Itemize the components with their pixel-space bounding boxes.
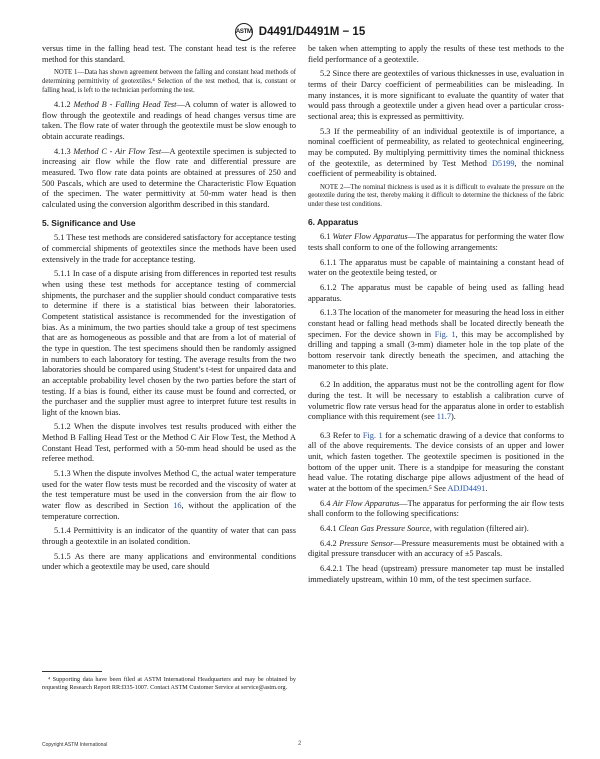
footnote-4: ⁴ Supporting data have been filed at ASTM International Headquarters and may be obtained by requesting Research Report RR:D35-1007. Contact ASTM Customer Service at service@astm.org. [42, 676, 296, 691]
paragraph-6-1-3: 6.1.3 The location of the manometer for measuring the head loss in either constant head or falling head methods shall be located directly beneath the specimen. For the device shown in Fig. 1, this may be accomplished by drilling and tapping a small (3-mm) diameter hole in the top plate of the bottom reservoir tank directly beneath the specimen, and attaching the manometer to this plate. [308, 308, 564, 371]
footnote-divider [42, 671, 102, 672]
note-2: NOTE 2—The nominal thickness is used as it is difficult to evaluate the pressure on the geotextile during the test, thereby making it difficult to determine the thickness of the fabric under these test conditions. [308, 183, 564, 209]
paragraph-6-4-2: 6.4.2 Pressure Sensor—Pressure measurements must be obtained with a digital pressure transducer with an accuracy of ±5 Pascals. [308, 538, 564, 559]
document-id: D4491/D4491M − 15 [258, 26, 366, 38]
paragraph-6-4-1: 6.4.1 Clean Gas Pressure Source, with regulation (filtered air). [320, 524, 529, 534]
section-16-link[interactable]: 16 [173, 501, 182, 511]
section-heading-5: 5. Significance and Use [42, 217, 136, 228]
paragraph-5-1: 5.1 These test methods are considered satisfactory for acceptance testing of commercial shipments of geotextiles since the methods have been used extensively in the trade for acceptance testing. [42, 233, 296, 264]
page-header [0, 22, 600, 42]
paragraph-6-1-2: 6.1.2 The apparatus must be capable of being used as falling head apparatus. [308, 282, 564, 303]
paragraph-5-2: 5.2 Since there are geotextiles of various thicknesses in use, evaluation in terms of their Darcy coefficient of permeabilities can be misleading. In many instances, it is more significant to evaluate the quantity of water that would pass through a geotextile under a given head over a particular cross-sectional area; this is expressed as permittivity. [308, 69, 564, 121]
left-column [42, 44, 296, 577]
paragraph-6-4: 6.4 Air Flow Apparatus—The apparatus for performing the air flow tests shall conform to the following specifications: [308, 498, 564, 519]
paragraph-6-1: 6.1 Water Flow Apparatus—The apparatus for performing the water flow tests shall conform to one of the following arrangements: [308, 232, 564, 252]
section-heading-6: 6. Apparatus [308, 216, 359, 227]
paragraph-5-1-1: 5.1.1 In case of a dispute arising from differences in reported test results when using these test methods for acceptance testing of commercial shipments, the purchaser and the supplier should conduct comparative tests to determine if there is a statistical bias between their laboratories. Competent statistical assistance is recommended for the investigation of bias. As a minimum, the two parties should take a group of test specimens that are as homogeneous as possible and that are from a lot of material of the type in question. The test specimens should then be randomly assigned in numbers to each laboratory for testing. The average results from the two laboratories should be compared using Student’s t-test for unpaired data and an acceptable probability level chosen by the two parties before the start of testing. If a bias is found, either its cause must be found and corrected, or the purchaser and the supplier must agree to interpret future test results in light of the known bias. [42, 269, 296, 417]
paragraph: be taken when attempting to apply the results of these test methods to the field performance of a geotextile. [308, 44, 564, 64]
paragraph-6-2: 6.2 In addition, the apparatus must not be the controlling agent for flow during the test. It will be necessary to establish a calibration curve of volumetric flow rate versus head for the apparatus alone in order to establish compliance with this requirement (see 11.7). [308, 380, 564, 422]
paragraph-4-1-3: 4.1.3 Method C - Air Flow Test—A geotextile specimen is subjected to increasing air flow while the flow rate and differential pressure are measured. Two flow rate data points are obtained at pressures of 250 and 500 Pascals, which are used to determine the Characteristic Flow Equation of the specimen. The water permittivity at 50-mm water head is then calculated using the conversion algorithm described in this standard. [42, 146, 296, 209]
note-1: NOTE 1—Data has shown agreement between the falling and constant head methods of determining permittivity of geotextiles.⁴ Selection of the test method, that is, constant or falling head, is left to the technician performing the test. [42, 69, 296, 94]
copyright-notice: Copyright ASTM International [42, 742, 108, 748]
right-column [308, 44, 564, 589]
paragraph-6-4-2-1: 6.4.2.1 The head (upstream) pressure manometer tap must be installed immediately upstream, within 10 mm, of the test specimen surface. [308, 564, 564, 584]
fig-1-link[interactable]: Fig. 1 [434, 329, 456, 339]
paragraph-5-1-3: 5.1.3 When the dispute involves Method C, the actual water temperature used for the water flow tests must be recorded and the viscosity of water at the test temperature must be used in the conversion from the air flow to water flow as described in Section 16, without the application of the temperature correction. [42, 469, 296, 521]
paragraph-5-1-4: 5.1.4 Permittivity is an indicator of the quantity of water that can pass through a geotextile in an isolated condition. [42, 526, 296, 547]
section-11-7-link[interactable]: 11.7 [436, 412, 452, 422]
paragraph: versus time in the falling head test. The constant head test is the referee method for this standard. [42, 44, 296, 64]
paragraph-5-1-2: 5.1.2 When the dispute involves test results produced with either the Method B Falling Head Test or the Method C Air Flow Test, the Method A Constant Head Test, performed with a 50-mm head should be used as the referee method. [42, 422, 296, 464]
paragraph-5-1-5: 5.1.5 As there are many applications and environmental conditions under which a geotextile may be used, care should [42, 551, 296, 572]
paragraph-5-3: 5.3 If the permeability of an individual geotextile is of importance, a nominal coefficient of permeability, as related to geotechnical engineering, may be computed. By multiplying permittivity times the nominal thickness of the geotextile, as determined by Test Method D5199, the nominal coefficient of permeability is obtained. [308, 126, 564, 179]
d5199-link[interactable]: D5199 [491, 158, 515, 168]
page-number: 2 [298, 741, 302, 747]
paragraph-6-1-1: 6.1.1 The apparatus must be capable of maintaining a constant head of water on the geotextile being tested, or [308, 257, 564, 278]
fig-1-link[interactable]: Fig. 1 [362, 430, 383, 440]
paragraph-6-3: 6.3 Refer to Fig. 1 for a schematic drawing of a device that conforms to all of the above requirements. The device consists of an upper and lower unit, which fasten together. The geotextile specimen is positioned in the bottom of the upper unit. There is a standpipe for measuring the constant head value. The rotating discharge pipe allows adjustment of the head of water at the bottom of the specimen.⁵ See ADJD4491. [308, 430, 564, 494]
adjd4491-link[interactable]: ADJD4491 [447, 484, 486, 494]
paragraph-4-1-2: 4.1.2 Method B - Falling Head Test—A column of water is allowed to flow through the geotextile and readings of head changes versus time are taken. The flow rate of water through the geotextile must be slow enough to obtain accurate readings. [42, 100, 296, 142]
astm-logo-icon: ASTM [235, 23, 253, 41]
